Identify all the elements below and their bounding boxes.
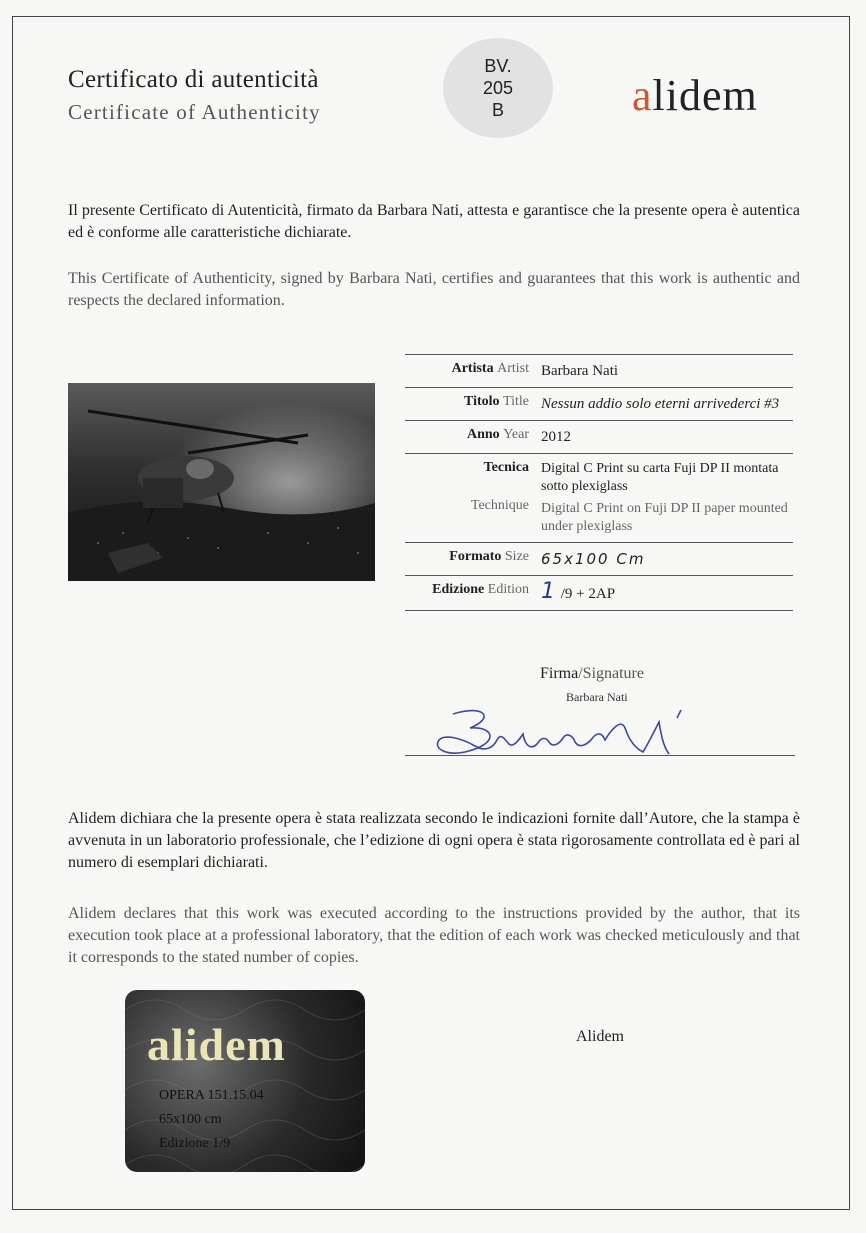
title-label-en: Title	[503, 394, 529, 409]
artwork-photo	[68, 383, 375, 581]
artist-label-en: Artist	[497, 361, 529, 376]
artist-label-it: Artista	[451, 361, 494, 376]
technique-label-en: Technique	[470, 498, 529, 513]
edition-total: /9 + 2AP	[560, 586, 616, 602]
edition-row	[405, 576, 793, 611]
size-handwritten: 65x100 Cm	[537, 543, 793, 576]
intro-english: This Certificate of Authenticity, signed by Barbara Nati, certifies and guarantees that this work is authentic and respects the declared information.	[68, 270, 800, 309]
size-row	[405, 543, 793, 576]
technique-value-it: Digital C Print su carta Fuji DP II montata sotto plexiglass	[541, 461, 779, 494]
issuer-name: Alidem	[576, 1028, 624, 1045]
technique-row	[405, 454, 793, 543]
title-label-it: Titolo	[464, 394, 500, 409]
badge-line-1: BV.	[484, 56, 512, 76]
signature-label	[540, 665, 644, 683]
year-label-en: Year	[503, 427, 529, 442]
artist-row	[405, 355, 793, 388]
edition-number: 1	[541, 579, 557, 604]
details-table	[405, 354, 793, 611]
badge-line-3: B	[491, 100, 504, 120]
size-label-en: Size	[504, 549, 529, 564]
year-value: 2012	[537, 421, 793, 454]
year-label-it: Anno	[467, 427, 500, 442]
technique-value-en: Digital C Print on Fuji DP II paper mounted under plexiglass	[541, 501, 788, 534]
declaration-italian: Alidem dichiara che la presente opera è stata realizzata secondo le indicazioni fornite dall’Autore, che la stampa è avvenuta in un laboratorio professionale, che l’edizione di ogni opera è stata rigorosamente controllata ed è pari al numero di esemplari dichiarati.	[68, 810, 800, 871]
title-italian: Certificato di autenticità	[68, 66, 319, 93]
title-row	[405, 388, 793, 421]
hologram-line-1: OPERA 151.15.04	[159, 1088, 264, 1103]
size-label-it: Formato	[449, 549, 502, 564]
declaration-english: Alidem declares that this work was executed according to the instructions provided by the author, that its execution took place at a professional laboratory, that the edition of each work was checked meticulously and that it corresponds to the stated number of copies.	[68, 905, 800, 966]
badge-line-2: 205	[482, 78, 514, 98]
edition-label-it: Edizione	[432, 582, 485, 597]
hologram-seal	[125, 990, 365, 1172]
hologram-line-3: Edizione 1/9	[159, 1136, 231, 1151]
signature-label-it: Firma	[540, 665, 579, 682]
title-value: Nessun addio solo eterni arrivederci #3	[537, 388, 793, 421]
year-row	[405, 421, 793, 454]
signature-line	[405, 755, 795, 756]
edition-label-en: Edition	[487, 582, 529, 597]
handwritten-signature	[425, 700, 695, 770]
logo-accent-letter: a	[632, 71, 653, 120]
signer-name: Barbara Nati	[566, 690, 628, 704]
signature-label-en: /Signature	[578, 665, 644, 682]
title-english: Certificate of Authenticity	[68, 100, 321, 124]
technique-label-it: Tecnica	[483, 460, 529, 475]
intro-italian: Il presente Certificato di Autenticità, firmato da Barbara Nati, attesta e garantisce che la presente opera è autentica ed è conforme alle caratteristiche dichiarate.	[68, 202, 800, 241]
serial-badge	[443, 38, 553, 138]
hologram-brand: alidem	[147, 1019, 286, 1070]
alidem-logo: alidem	[632, 71, 758, 120]
hologram-line-2: 65x100 cm	[159, 1112, 222, 1127]
artist-value: Barbara Nati	[537, 355, 793, 388]
